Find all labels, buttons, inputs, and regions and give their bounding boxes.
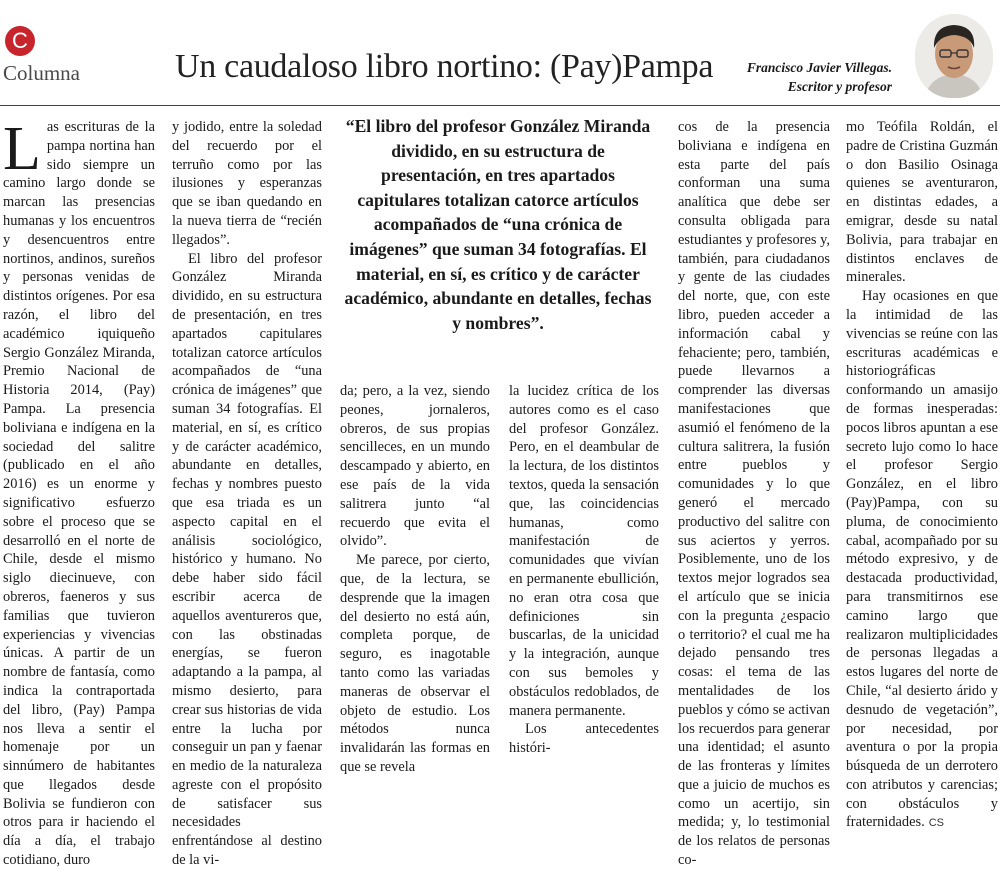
paragraph-text: Hay ocasiones en que la intimidad de las vivencias se reúne con las escrituras académicas e historiográficas conformando un amasijo de formas inesperadas: pocos libros apuntan a ese secreto lujo como lo hace el profesor Sergio González, en el libro (Pay)Pampa, con su pluma, de conocimiento cabal, acompañado por su método expresivo, y de destacada productividad, para transmitirnos ese camino largo que realizaron multiplicidades de personas llegadas a estos lugares del norte de Chile, “al desierto árido y desnudo de vegetación”, por necesidad, por aventura o por la propia búsqueda de un derrotero con atributos y carencias; con obstáculos y fraternidades.: [846, 288, 998, 831]
paragraph: El libro del profesor González Miranda dividido, en su estructura de presentación, en tres apartados capitulares totalizan catorce artículos acompañados de “una crónica de imágenes” que suman 34 fotografías. El material, en sí, es crítico y de carácter académico, abundante en detalles, fechas y nombres puesto que esa triada es un aspecto capital en el análisis sociológico, histórico y humano. No debe haber sido fácil escribir acerca de aquellos aventureros que, con las obstinadas energías, se fueron adaptando a la pampa, al mismo desierto, para crear sus historias de vida entre la lucha por conseguir un pan y faenar en medio de la naturaleza agreste con el propósito de satisfacer sus necesidades enfrentándose al destino de la vi-: [172, 250, 322, 869]
section-label: Columna: [3, 61, 80, 85]
column-5: [678, 118, 830, 870]
pull-quote: “El libro del profesor González Miranda dividido, en su estructura de presentación, en tres apartados capitulares totalizan catorce artículos acompañados de “una crónica de imágenes” que suman 34 fotografías. El material, en sí, es crítico y de carácter académico, abundante en detalles, fechas y nombres”.: [344, 116, 652, 333]
end-mark: CS: [928, 817, 944, 830]
author-photo: [915, 14, 993, 98]
section-badge: C: [5, 26, 35, 56]
header-divider: [0, 105, 1000, 106]
author-role: Escritor y profesor: [787, 79, 892, 94]
paragraph: [3, 115, 155, 870]
paragraph: mo Teófila Roldán, el padre de Cristina Guzmán o don Basilio Osinaga quienes se aventuraron, en distintas edades, a emigrar, desde su natal Bolivia, para trabajar en distintos enclaves de minerales.: [846, 119, 998, 286]
column-6: [846, 118, 998, 833]
column-2: [172, 118, 322, 870]
paragraph: la lucidez crítica de los autores como es el caso del profesor González. Pero, en el deambular de la lectura, de los distintos textos, queda la sensación que, las coincidencias humanas, como manifestación de comunidades que vivían en permanente ebullición, no eran otra cosa que definiciones sin buscarlas, de la unicidad y la integración, aunque con sus bemoles y obstáculos redoblados, de manera permanente.: [509, 383, 659, 719]
author-portrait-icon: [915, 14, 993, 98]
column-3: [340, 382, 490, 777]
paragraph: [846, 287, 998, 833]
column-4: [509, 382, 659, 758]
paragraph: y jodido, entre la soledad del recuerdo por el terruño como por las ilusiones y esperanzas que se iban quedando en la nueva tierra de “recién llegados”.: [172, 119, 322, 248]
paragraph: Los antecedentes históri-: [509, 721, 659, 757]
column-1: [3, 115, 155, 870]
paragraph: Me parece, por cierto, que, de la lectura, se desprende que la imagen del desierto no está aún, completa porque, de seguro, es inagotable tanto como las variadas maneras de observar el objeto de estudio. Los métodos nunca invalidarán las formas en que se revela: [340, 552, 490, 775]
article-title: Un caudaloso libro nortino: (Pay)Pampa: [175, 48, 714, 85]
paragraph: cos de la presencia boliviana e indígena en esta parte del país conforman una suma analítica que debe ser consulta obligada para estudiantes y profesores y, también, para ciudadanos y gente de las ciudades del norte, que, con este libro, pueden acceder a información cabal y fehaciente; pero, también, puede llevarnos a comprender las diversas manifestaciones que asumió el fenómeno de la cultura salitrera, la fusión entre pueblos y comunidades y lo que generó el mercado productivo del salitre con sus aciertos y yerros. Posiblemente, uno de los textos mejor logrados sea el artículo que se inicia con la pregunta ¿espacio o territorio? el cual me ha dejado pensando tres cosas: el tema de las mentalidades de los pueblos y cómo se activan los recuerdos para generar una identidad; el asunto de las fronteras y límites que a juicio de muchos es como un acertijo, sin medida; y, lo testimonial de los relatos de personas co-: [678, 119, 830, 869]
byline: [747, 58, 892, 96]
drop-cap: L: [3, 115, 41, 183]
paragraph-text: as escrituras de la pampa nortina han sido siempre un camino largo donde se marcan las presencias humanas y los encuentros y desencuentros entre nortinos, andinos, sureños y personas venidas de distintos orígenes. Por esa razón, el libro del académico iquiqueño Sergio González Miranda, Premio Nacional de Historia 2014, (Pay) Pampa. La presencia boliviana e indígena en la sociedad del salitre (publicado en el año 2016) es un enorme y significativo esfuerzo sobre el proceso que se desarrolló en el norte de Chile, desde el mismo siglo diecinueve, con obreros, faeneros y sus familias que tuvieron experiencias y vivencias únicas. A partir de un nombre de fantasía, como indica la contraportada del libro, (Pay) Pampa nos lleva a sentir el homenaje por un sinnúmero de habitantes que llegados desde Bolivia se fundieron con otros para ir haciendo el día a día, el trabajo cotidiano, duro: [3, 119, 155, 869]
author-name: Francisco Javier Villegas.: [746, 60, 892, 75]
paragraph: da; pero, a la vez, siendo peones, jornaleros, obreros, de sus propias sencilleces, en un mundo descampado y abierto, en ese país de la vida salitrera junto “al recuerdo que evita el olvido”.: [340, 383, 490, 550]
